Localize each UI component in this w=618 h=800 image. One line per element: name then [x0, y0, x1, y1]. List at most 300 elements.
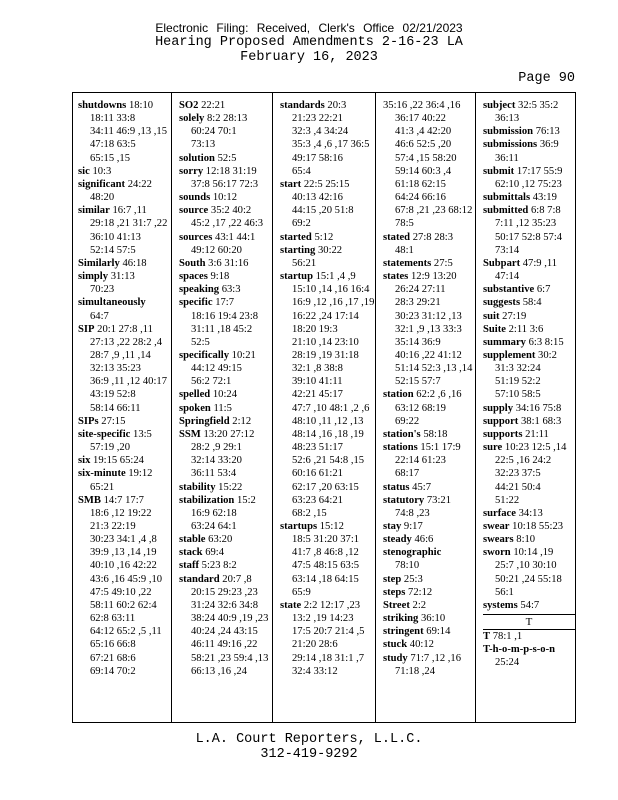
index-entry: [483, 507, 575, 520]
index-entry-continuation: [78, 310, 170, 323]
page-line-refs: 41:7 ,8 46:8 ,12: [292, 547, 359, 559]
index-entry: [179, 481, 271, 494]
page-line-refs: 22:5 ,16 24:2: [495, 455, 552, 467]
index-entry: [78, 257, 170, 270]
page-line-refs: 35:16 ,22 36:4 ,16: [383, 100, 461, 111]
page-line-refs: 12:9 13:20: [410, 271, 457, 283]
page-line-refs: 67:21 68:6: [90, 652, 136, 664]
page-line-refs: 32:3 ,4 34:24: [292, 126, 349, 138]
page-line-refs: 10:12: [212, 192, 238, 204]
page-line-refs: 72:12: [408, 586, 433, 598]
index-word: similar: [78, 205, 110, 217]
index-word: stay: [383, 521, 402, 532]
index-word: submit: [483, 165, 515, 177]
index-entry: [78, 204, 170, 217]
index-entry-continuation: [179, 362, 271, 375]
index-entry-continuation: [280, 546, 372, 559]
page-line-refs: 65:9: [292, 586, 311, 598]
index-entry-continuation: [280, 402, 372, 415]
page-line-refs: 29:14 ,18 31:1 ,7: [292, 652, 365, 664]
index-entry-continuation: [280, 507, 372, 520]
page-line-refs: 15:1 17:9: [420, 442, 461, 454]
index-entry: [383, 599, 475, 612]
page-line-refs: 24:22: [127, 178, 152, 190]
index-entry-continuation: [280, 586, 372, 599]
index-entry-continuation: [179, 323, 271, 336]
index-entry: [280, 520, 372, 533]
index-word: supports: [483, 428, 523, 440]
index-entry-continuation: [78, 125, 170, 138]
index-entry-continuation: [280, 191, 372, 204]
index-entry-continuation: [383, 204, 475, 217]
index-word: sure: [483, 442, 503, 454]
index-entry: [179, 257, 271, 270]
page-line-refs: 74:8 ,23: [395, 507, 430, 519]
index-word: steps: [383, 586, 406, 598]
index-entry: [78, 178, 170, 191]
index-entry-continuation: [280, 665, 372, 678]
index-entry: [280, 244, 372, 257]
index-entry-continuation: [78, 612, 170, 625]
footer-phone: 312-419-9292: [260, 747, 358, 762]
index-entry-continuation: [383, 507, 475, 520]
page-line-refs: 43:19 52:8: [90, 389, 136, 401]
page-line-refs: 10:14 ,19: [513, 547, 554, 559]
page-line-refs: 51:14 52:3 ,13 ,14: [395, 363, 473, 375]
index-word: standard: [179, 573, 220, 585]
page-line-refs: 19:12: [128, 468, 153, 480]
index-entry-continuation: [280, 467, 372, 480]
page-line-refs: 50:21 ,24 55:18: [495, 573, 562, 585]
index-entry-continuation: [280, 625, 372, 638]
index-word: site-specific: [78, 428, 131, 440]
index-word: SMB: [78, 494, 101, 506]
page-line-refs: 56:1: [495, 586, 514, 598]
index-entry-continuation: [179, 441, 271, 454]
index-entry: [280, 178, 372, 191]
page-line-refs: 10:24: [212, 389, 237, 401]
page-line-refs: 21:11: [525, 428, 549, 440]
page-line-refs: 16:9 ,12 ,16 ,17 ,19: [292, 297, 375, 309]
index-entry-continuation: [179, 375, 271, 388]
index-entry-continuation: [78, 362, 170, 375]
page-line-refs: 41:3 ,4 42:20: [395, 126, 452, 138]
index-entry-continuation: [383, 559, 475, 572]
index-word: submitted: [483, 205, 529, 217]
page-line-refs: 10:23 12:5 ,14: [504, 442, 567, 454]
index-entry-continuation: [383, 138, 475, 151]
index-entry-continuation: [483, 112, 575, 125]
index-entry-continuation: [483, 362, 575, 375]
page-line-refs: 6:7: [536, 284, 551, 296]
index-word: SSM: [179, 428, 201, 440]
page-line-refs: 16:7 ,11: [112, 205, 147, 217]
index-entry-continuation: [78, 138, 170, 151]
index-entry: [483, 165, 575, 178]
index-entry-continuation: [280, 296, 375, 309]
page-line-refs: 59:14 60:3 ,4: [395, 165, 452, 177]
index-entry: [483, 336, 575, 349]
index-word: T-h-o-m-p-s-o-n: [483, 644, 556, 656]
page-line-refs: 52:5: [217, 152, 237, 164]
index-entry: [179, 573, 271, 586]
index-word: significant: [78, 178, 126, 190]
index-entry-continuation: [280, 559, 372, 572]
page-line-refs: 32:14 33:20: [191, 455, 242, 467]
index-entry-continuation: [383, 362, 475, 375]
index-entry: [383, 481, 475, 494]
index-word: Springfield: [179, 415, 230, 427]
index-entry: [483, 310, 575, 323]
index-entry-continuation: [78, 665, 170, 678]
page-line-refs: 63:23 64:21: [292, 494, 343, 506]
index-entry-continuation: [280, 257, 372, 270]
page-line-refs: 20:7 ,8: [222, 573, 252, 585]
index-entry: [179, 112, 271, 125]
index-word: stenographic: [383, 547, 442, 559]
index-word: subject: [483, 100, 516, 111]
index-entry: [483, 349, 575, 362]
page-line-refs: 15:2: [236, 494, 256, 506]
page-line-refs: 28:7 ,9 ,11 ,14: [90, 349, 151, 361]
index-entry-continuation: [280, 336, 372, 349]
page-line-refs: 35:14 36:9: [395, 336, 441, 348]
index-entry-continuation: [280, 454, 372, 467]
index-entry: [383, 533, 475, 546]
column-divider: [475, 93, 476, 722]
index-entry-continuation: [78, 283, 170, 296]
index-entry: [383, 652, 475, 665]
page-line-refs: 40:12: [409, 639, 434, 651]
index-word: started: [280, 231, 312, 243]
index-entry: [179, 283, 271, 296]
index-entry-continuation: [483, 586, 575, 599]
index-entry-continuation: [383, 178, 475, 191]
index-entry: [383, 388, 475, 401]
index-entry: [78, 415, 170, 428]
index-entry-continuation: [179, 625, 271, 638]
index-entry: [179, 494, 271, 507]
page-line-refs: 78:10: [395, 560, 420, 572]
page-line-refs: 30:2: [538, 349, 557, 361]
page-line-refs: 6:8 7:8: [530, 205, 561, 217]
index-word: systems: [483, 599, 518, 611]
index-entry: [179, 402, 271, 415]
index-entry: [78, 270, 170, 283]
page-line-refs: 20:1 27:8 ,11: [97, 323, 153, 335]
index-entry-continuation: [78, 481, 170, 494]
index-entry-continuation: [383, 415, 475, 428]
page-line-refs: 64:24 66:16: [395, 192, 446, 204]
index-entry: [179, 415, 271, 428]
index-entry: [483, 630, 575, 643]
index-entry-continuation: [483, 467, 575, 480]
page-line-refs: 27:19: [502, 310, 527, 322]
index-entry-continuation: [483, 454, 575, 467]
index-word: station's: [383, 428, 421, 440]
index-entry-continuation: [78, 244, 170, 257]
page-line-refs: 27:5: [433, 257, 453, 269]
page-line-refs: 63:3: [221, 284, 241, 296]
index-entry-continuation: [280, 652, 372, 665]
index-entry: [483, 99, 575, 112]
index-entry-continuation: [280, 362, 372, 375]
index-word: simply: [78, 271, 109, 283]
page-line-refs: 61:18 62:15: [395, 178, 446, 190]
page-line-refs: 14:7 17:7: [103, 494, 144, 506]
page-line-refs: 46:6: [414, 534, 434, 546]
index-entry: [383, 612, 475, 625]
index-word: stated: [383, 231, 411, 243]
page-line-refs: 56:21: [292, 257, 317, 269]
index-word: summary: [483, 336, 526, 348]
index-word: supply: [483, 402, 514, 414]
page-line-refs: 73:14: [495, 244, 520, 256]
index-entry-continuation: [179, 454, 271, 467]
page-line-refs: 63:12 68:19: [395, 402, 446, 414]
page-line-refs: 3:6 31:16: [208, 257, 249, 269]
page-line-refs: 31:11 ,18 45:2: [191, 323, 253, 335]
index-word: spoken: [179, 402, 211, 414]
letter-section: [483, 614, 575, 630]
page-line-refs: 45:2 ,17 ,22 46:3: [191, 218, 264, 230]
index-entry-continuation: [179, 244, 271, 257]
index-entry-continuation: [483, 178, 575, 191]
index-entry-continuation: [280, 533, 372, 546]
page-line-refs: 31:3 32:24: [495, 363, 541, 375]
index-entry-continuation: [179, 520, 271, 533]
index-entry-continuation: [483, 375, 575, 388]
page-line-refs: 11:5: [213, 402, 232, 414]
index-word: statutory: [383, 494, 425, 506]
index-word: stabilization: [179, 494, 235, 506]
page-line-refs: 62:8 63:11: [90, 613, 136, 625]
page-line-refs: 36:10 41:13: [90, 231, 141, 243]
page-line-refs: 62:17 ,20 63:15: [292, 481, 359, 493]
page-line-refs: 31:13: [110, 271, 135, 283]
page-line-refs: 48:1: [395, 244, 414, 256]
page-line-refs: 78:1 ,1: [492, 631, 523, 643]
index-word: solely: [179, 113, 205, 125]
page-line-refs: 27:8 28:3: [412, 231, 454, 243]
index-entry-continuation: [383, 467, 475, 480]
page-line-refs: 13:20 27:12: [203, 428, 255, 440]
page-line-refs: 32:13 35:23: [90, 363, 141, 375]
index-column-2: [179, 99, 271, 678]
page-line-refs: 2:12: [232, 415, 252, 427]
page-line-refs: 32:1 ,8 38:8: [292, 363, 343, 375]
page-line-refs: 25:3: [403, 573, 423, 585]
index-word: simultaneously: [78, 297, 146, 309]
page-line-refs: 19:15 65:24: [93, 455, 144, 467]
index-entry: [383, 441, 475, 454]
index-word: source: [179, 205, 209, 217]
page-line-refs: 39:10 41:11: [292, 376, 343, 388]
index-entry: [483, 323, 575, 336]
index-entry-continuation: [78, 441, 170, 454]
index-entry-continuation: [179, 310, 271, 323]
index-entry-continuation: [383, 375, 475, 388]
index-word: start: [280, 178, 302, 190]
page-line-refs: 34:11 46:9 ,13 ,15: [90, 126, 168, 138]
index-word: submission: [483, 126, 534, 138]
index-column-3: [280, 99, 375, 678]
page-line-refs: 52:5: [191, 336, 210, 348]
page-line-refs: 68:17: [395, 468, 420, 480]
index-entry: [483, 125, 575, 138]
index-entry-continuation: [280, 441, 372, 454]
index-entry-continuation: [179, 178, 271, 191]
index-entry: [179, 428, 271, 441]
index-entry-continuation: [280, 217, 372, 230]
page-line-refs: 56:2 72:1: [191, 376, 232, 388]
page-line-refs: 65:16 66:8: [90, 639, 136, 651]
page-line-refs: 18:6 ,12 19:22: [90, 507, 152, 519]
index-word: sounds: [179, 192, 211, 204]
index-entry-continuation: [78, 349, 170, 362]
index-entry: [78, 99, 170, 112]
index-entry: [383, 428, 475, 441]
page-line-refs: 43:19: [532, 192, 557, 204]
page-line-refs: 30:23 31:12 ,13: [395, 310, 462, 322]
index-word: study: [383, 652, 408, 664]
index-entry: [179, 191, 271, 204]
index-entry: [483, 402, 575, 415]
page-line-refs: 69:2: [292, 218, 311, 230]
page-line-refs: 62:2 ,6 ,16: [416, 389, 462, 401]
page-line-refs: 10:21: [231, 349, 256, 361]
index-entry: [383, 494, 475, 507]
index-word: stations: [383, 442, 418, 454]
index-entry-continuation: [383, 336, 475, 349]
index-entry-continuation: [179, 507, 271, 520]
index-word: solution: [179, 152, 215, 164]
page-line-refs: 37:8 56:17 72:3: [191, 178, 259, 190]
page-line-refs: 60:24 70:1: [191, 126, 237, 138]
index-entry: [383, 573, 475, 586]
page-line-refs: 69:14 70:2: [90, 665, 136, 677]
page-line-refs: 21:3 22:19: [90, 521, 136, 532]
page-line-refs: 18:16 19:4 23:8: [191, 310, 259, 322]
index-entry: [483, 191, 575, 204]
page-line-refs: 15:10 ,14 ,16 16:4: [292, 284, 370, 296]
index-word: starting: [280, 244, 316, 256]
page-line-refs: 78:5: [395, 218, 414, 230]
page-line-refs: 63:24 64:1: [191, 521, 237, 532]
index-entry: [483, 257, 575, 270]
page-line-refs: 20:15 29:23 ,23: [191, 586, 258, 598]
index-entry: [483, 204, 575, 217]
page-line-refs: 42:21 45:17: [292, 389, 343, 401]
index-entry-continuation: [78, 217, 170, 230]
index-entry-continuation: [78, 520, 170, 533]
page-line-refs: 57:10 58:5: [495, 389, 541, 401]
index-entry-continuation: [78, 625, 170, 638]
index-entry-continuation: [78, 546, 170, 559]
index-word: step: [383, 573, 402, 585]
index-entry: [179, 388, 271, 401]
index-entry: [483, 441, 575, 454]
index-entry-continuation: [78, 152, 170, 165]
index-entry-continuation: [383, 217, 475, 230]
page-line-refs: 5:23 8:2: [201, 560, 237, 572]
index-entry-continuation: [280, 138, 372, 151]
page-line-refs: 22:5 25:15: [303, 178, 350, 190]
page-line-refs: 17:7: [215, 297, 235, 309]
index-entry: [383, 257, 475, 270]
page-line-refs: 36:9: [539, 139, 559, 151]
page-line-refs: 2:2: [412, 599, 427, 611]
index-entry: [78, 494, 170, 507]
index-entry-continuation: [383, 191, 475, 204]
index-entry-continuation: [280, 375, 372, 388]
index-entry: [280, 599, 372, 612]
page-line-refs: 47:9 ,11: [522, 257, 558, 269]
index-entry-continuation: [383, 665, 475, 678]
page-line-refs: 22:21: [201, 100, 226, 111]
index-entry-continuation: [383, 244, 475, 257]
index-word: stringent: [383, 626, 424, 638]
page-line-refs: 44:15 ,20 51:8: [292, 205, 354, 217]
page-line-refs: 17:17 55:9: [516, 165, 563, 177]
word-index-box: [72, 92, 576, 723]
index-entry-continuation: [78, 402, 170, 415]
page-line-refs: 46:11 49:16 ,22: [191, 639, 258, 651]
index-entry: [179, 349, 271, 362]
page-line-refs: 58:18: [423, 428, 448, 440]
page-line-refs: 34:13: [518, 507, 543, 519]
page-line-refs: 52:6 ,21 54:8 ,15: [292, 455, 365, 467]
index-column-5: [483, 99, 575, 670]
index-entry-continuation: [383, 125, 475, 138]
page-line-refs: 58:14 66:11: [90, 402, 141, 414]
page-line-refs: 57:4 ,15 58:20: [395, 152, 457, 164]
index-word: six: [78, 455, 91, 467]
index-entry: [179, 204, 271, 217]
page-line-refs: 16:22 ,24 17:14: [292, 310, 359, 322]
index-entry: [78, 296, 170, 309]
index-word: specifically: [179, 349, 230, 361]
index-word: sorry: [179, 165, 204, 177]
index-word: T: [483, 631, 491, 643]
page-line-refs: 35:2 40:2: [210, 205, 252, 217]
index-word: statements: [383, 257, 432, 269]
index-word: submissions: [483, 139, 538, 151]
page-line-refs: 15:22: [218, 481, 243, 493]
page-line-refs: 29:18 ,21 31:7 ,22: [90, 218, 168, 230]
index-entry: [179, 99, 271, 112]
page-line-refs: 32:4 33:12: [292, 665, 338, 677]
index-entry-continuation: [383, 296, 475, 309]
page-line-refs: 34:16 75:8: [515, 402, 562, 414]
index-entry-continuation: [78, 375, 170, 388]
page-line-refs: 43:6 ,16 45:9 ,10: [90, 573, 163, 585]
index-entry-continuation: [383, 283, 475, 296]
page-line-refs: 69:14: [426, 626, 451, 638]
page-line-refs: 51:22: [495, 494, 520, 506]
page-line-refs: 47:7 ,10 48:1 ,2 ,6: [292, 402, 370, 414]
index-entry-continuation: [179, 612, 271, 625]
index-entry: [483, 428, 575, 441]
page-line-refs: 45:7: [412, 481, 431, 493]
page-line-refs: 70:23: [90, 284, 115, 296]
index-entry-continuation: [383, 310, 475, 323]
index-word: Subpart: [483, 257, 521, 269]
index-word: status: [383, 481, 410, 493]
index-entry-continuation: [179, 336, 271, 349]
page-line-refs: 38:24 40:9 ,19 ,23: [191, 613, 269, 625]
page-line-refs: 28:19 ,19 31:18: [292, 349, 359, 361]
